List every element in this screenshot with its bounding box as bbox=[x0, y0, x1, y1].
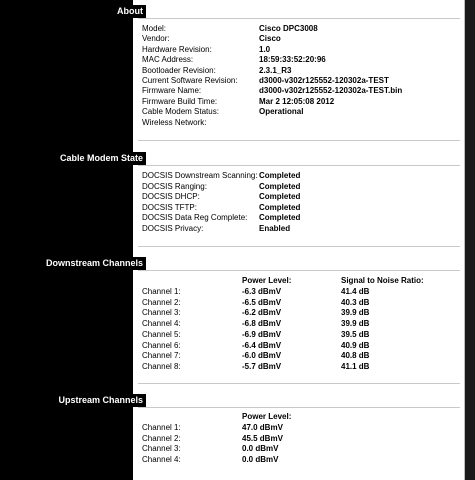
section-header-cable-modem-state: Cable Modem State bbox=[0, 152, 146, 165]
channel-label: Channel 8: bbox=[142, 361, 181, 371]
channel-label: Channel 2: bbox=[142, 433, 181, 443]
channel-power: 0.0 dBmV bbox=[242, 455, 279, 465]
channel-snr: 40.9 dB bbox=[341, 340, 370, 350]
info-label: Model: bbox=[142, 24, 167, 33]
separator bbox=[138, 383, 460, 384]
info-value: Cisco bbox=[259, 34, 281, 44]
channel-label: Channel 7: bbox=[142, 351, 181, 361]
separator bbox=[138, 165, 460, 166]
channel-power: -6.9 dBmV bbox=[242, 329, 282, 339]
channel-power: -6.2 dBmV bbox=[242, 308, 282, 318]
channel-snr: 39.5 dB bbox=[341, 329, 370, 339]
state-label: DOCSIS Privacy: bbox=[142, 224, 204, 233]
info-label: Vendor: bbox=[142, 34, 170, 44]
state-value: Completed bbox=[259, 171, 301, 180]
state-value: Completed bbox=[259, 192, 301, 202]
channel-label: Channel 4: bbox=[142, 455, 181, 465]
channel-snr: 40.8 dB bbox=[341, 351, 370, 361]
channel-snr: 41.1 dB bbox=[341, 361, 370, 371]
state-value: Enabled bbox=[259, 224, 291, 233]
channel-power: 47.0 dBmV bbox=[242, 423, 283, 432]
info-value: Operational bbox=[259, 107, 304, 117]
state-label: DOCSIS Ranging: bbox=[142, 181, 207, 191]
section-header-about: About bbox=[0, 5, 146, 18]
channel-power: 45.5 dBmV bbox=[242, 433, 283, 443]
info-label: Firmware Build Time: bbox=[142, 96, 218, 106]
channel-snr: 39.9 dB bbox=[341, 308, 370, 318]
downstream-power-header: Power Level: bbox=[242, 276, 292, 285]
separator bbox=[138, 270, 460, 271]
scrollbar-track[interactable] bbox=[465, 0, 475, 480]
info-label: Bootloader Revision: bbox=[142, 65, 216, 75]
downstream-snr-header: Signal to Noise Ratio: bbox=[341, 276, 424, 285]
info-label: Hardware Revision: bbox=[142, 44, 212, 54]
info-label: MAC Address: bbox=[142, 55, 194, 65]
separator bbox=[138, 246, 460, 247]
channel-label: Channel 1: bbox=[142, 287, 181, 296]
info-label: Wireless Network: bbox=[142, 117, 207, 127]
channel-label: Channel 4: bbox=[142, 319, 181, 329]
info-label: Current Software Revision: bbox=[142, 76, 238, 85]
channel-snr: 40.3 dB bbox=[341, 297, 370, 307]
info-label: Firmware Name: bbox=[142, 86, 202, 96]
channel-power: 0.0 dBmV bbox=[242, 444, 279, 454]
channel-power: -6.3 dBmV bbox=[242, 287, 282, 296]
channel-snr: 41.4 dB bbox=[341, 287, 370, 296]
state-value: Completed bbox=[259, 181, 301, 191]
channel-label: Channel 6: bbox=[142, 340, 181, 350]
info-label: Cable Modem Status: bbox=[142, 107, 219, 117]
state-label: DOCSIS Data Reg Complete: bbox=[142, 213, 248, 223]
info-value: 1.0 bbox=[259, 44, 271, 54]
state-label: DOCSIS TFTP: bbox=[142, 202, 197, 212]
info-value: Cisco DPC3008 bbox=[259, 24, 318, 33]
channel-label: Channel 5: bbox=[142, 329, 181, 339]
channel-label: Channel 3: bbox=[142, 308, 181, 318]
state-value: Completed bbox=[259, 213, 301, 223]
state-value: Completed bbox=[259, 202, 301, 212]
channel-label: Channel 2: bbox=[142, 297, 181, 307]
channel-power: -5.7 dBmV bbox=[242, 361, 282, 371]
channel-power: -6.8 dBmV bbox=[242, 319, 282, 329]
separator bbox=[138, 18, 460, 19]
state-label: DOCSIS DHCP: bbox=[142, 192, 200, 202]
info-value: d3000-v302r125552-120302a-TEST bbox=[259, 76, 389, 85]
upstream-power-header: Power Level: bbox=[242, 412, 292, 421]
state-label: DOCSIS Downstream Scanning: bbox=[142, 171, 258, 180]
channel-snr: 39.9 dB bbox=[341, 319, 370, 329]
channel-power: -6.0 dBmV bbox=[242, 351, 282, 361]
section-header-upstream: Upstream Channels bbox=[0, 394, 146, 407]
sidebar bbox=[0, 0, 133, 480]
info-value: 18:59:33:52:20:96 bbox=[259, 55, 326, 65]
info-value: d3000-v302r125552-120302a-TEST.bin bbox=[259, 86, 403, 96]
channel-label: Channel 1: bbox=[142, 423, 181, 432]
channel-label: Channel 3: bbox=[142, 444, 181, 454]
section-header-downstream: Downstream Channels bbox=[0, 257, 146, 270]
separator bbox=[138, 407, 460, 408]
channel-power: -6.4 dBmV bbox=[242, 340, 282, 350]
info-value: Mar 2 12:05:08 2012 bbox=[259, 96, 335, 106]
info-value: 2.3.1_R3 bbox=[259, 65, 292, 75]
separator bbox=[138, 140, 460, 141]
channel-power: -6.5 dBmV bbox=[242, 297, 282, 307]
